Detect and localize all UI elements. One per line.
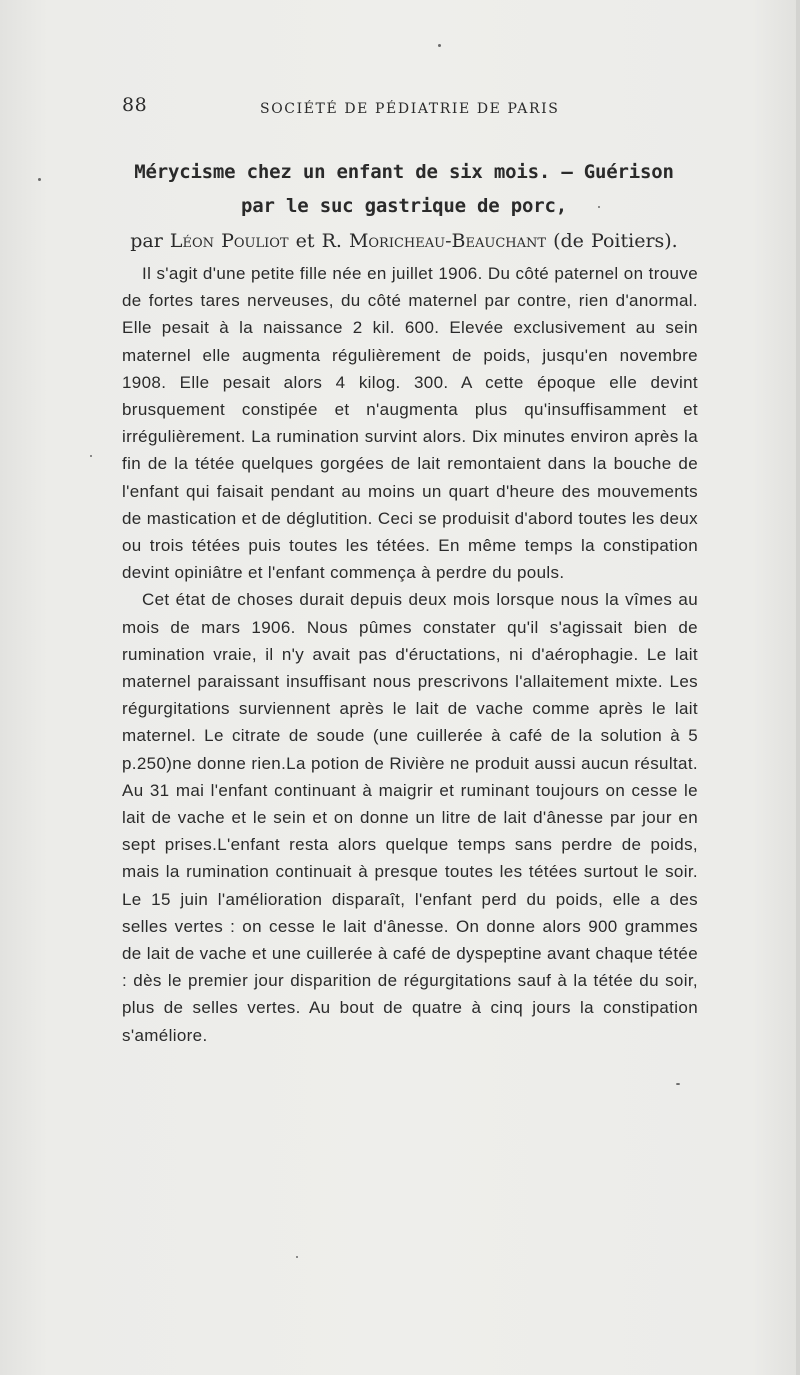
article-title-line-1: Mérycisme chez un enfant de six mois. — Guérison <box>134 161 674 183</box>
article-title-line-2: par le suc gastrique de porc, <box>241 195 567 217</box>
author-2: R. Moricheau-Beauchant <box>321 230 547 252</box>
scan-speck <box>438 44 441 47</box>
body-paragraph-2: Cet état de choses durait depuis deux mois lorsque nous la vîmes au mois de mars 1906. Nous pûmes constater qu'il s'agissait bien de rumination vraie, il n'y avait pas d'éructations, ni d'aérophagie. Le lait maternel paraissant insuffisant nous prescrivons l'allaitement mixte. Les régurgitations surviennent après le lait de vache comme après le lait maternel. Le citrate de soude (une cuillerée à café de la solution à 5 p.250)ne donne rien.La potion de Rivière ne produit aussi aucun résultat. Au 31 mai l'enfant continuant à maigrir et ruminant toujours on cesse le lait de vache et le sein et on donne un litre de lait d'ânesse par jour en sept prises.L'enfant resta alors quelque temps sans perdre de poids, mais la rumination continuait à presque toutes les tétées surtout le soir. Le 15 juin l'amélioration disparaît, l'enfant perd du poids, elle a des selles vertes : on cesse le lait d'ânesse. On donne alors 900 grammes de lait de vache et une cuillerée à café de dyspeptine avant chaque tétée : dès le premier jour disparition de régurgitations sauf à la tétée du soir, plus de selles vertes. Au bout de quatre à cinq jours la constipation s'améliore. <box>122 590 698 1045</box>
authors-conjunction: et <box>295 230 315 252</box>
scan-speck <box>676 1083 680 1085</box>
authors-affiliation: (de Poitiers). <box>553 230 678 252</box>
scan-speck <box>90 455 92 457</box>
scan-speck <box>38 178 41 181</box>
page-number: 88 <box>122 94 148 116</box>
page-edge-shadow <box>796 0 800 1375</box>
article-title <box>120 155 688 223</box>
scan-speck <box>598 206 600 208</box>
page-header <box>122 94 682 124</box>
scan-speck <box>296 1256 298 1258</box>
body-paragraph-1: Il s'agit d'une petite fille née en juillet 1906. Du côté paternel on trouve de fortes tares nerveuses, du côté maternel par contre, rien d'anormal. Elle pesait à la naissance 2 kil. 600. Elevée exclusivement au sein maternel elle augmenta régulièrement de poids, jusqu'en novembre 1908. Elle pesait alors 4 kilog. 300. A cette époque elle devint brusquement constipée et n'augmenta plus qu'insuffisamment et irrégulièrement. La rumination survint alors. Dix minutes environ après la fin de la tétée quelques gorgées de lait remontaient dans la bouche de l'enfant qui faisait pendant au moins un quart d'heure des mouvements de mastication et de déglutition. Ceci se produisit d'abord toutes les deux ou trois tétées puis toutes les tétées. En même temps la constipation devint opiniâtre et l'enfant commença à perdre du pouls. <box>122 264 698 583</box>
authors-prefix: par <box>130 230 163 252</box>
article-body <box>122 260 698 1049</box>
running-head: SOCIÉTÉ DE PÉDIATRIE DE PARIS <box>260 101 560 117</box>
author-1: Léon Pouliot <box>169 230 289 252</box>
article-authors <box>120 226 688 256</box>
